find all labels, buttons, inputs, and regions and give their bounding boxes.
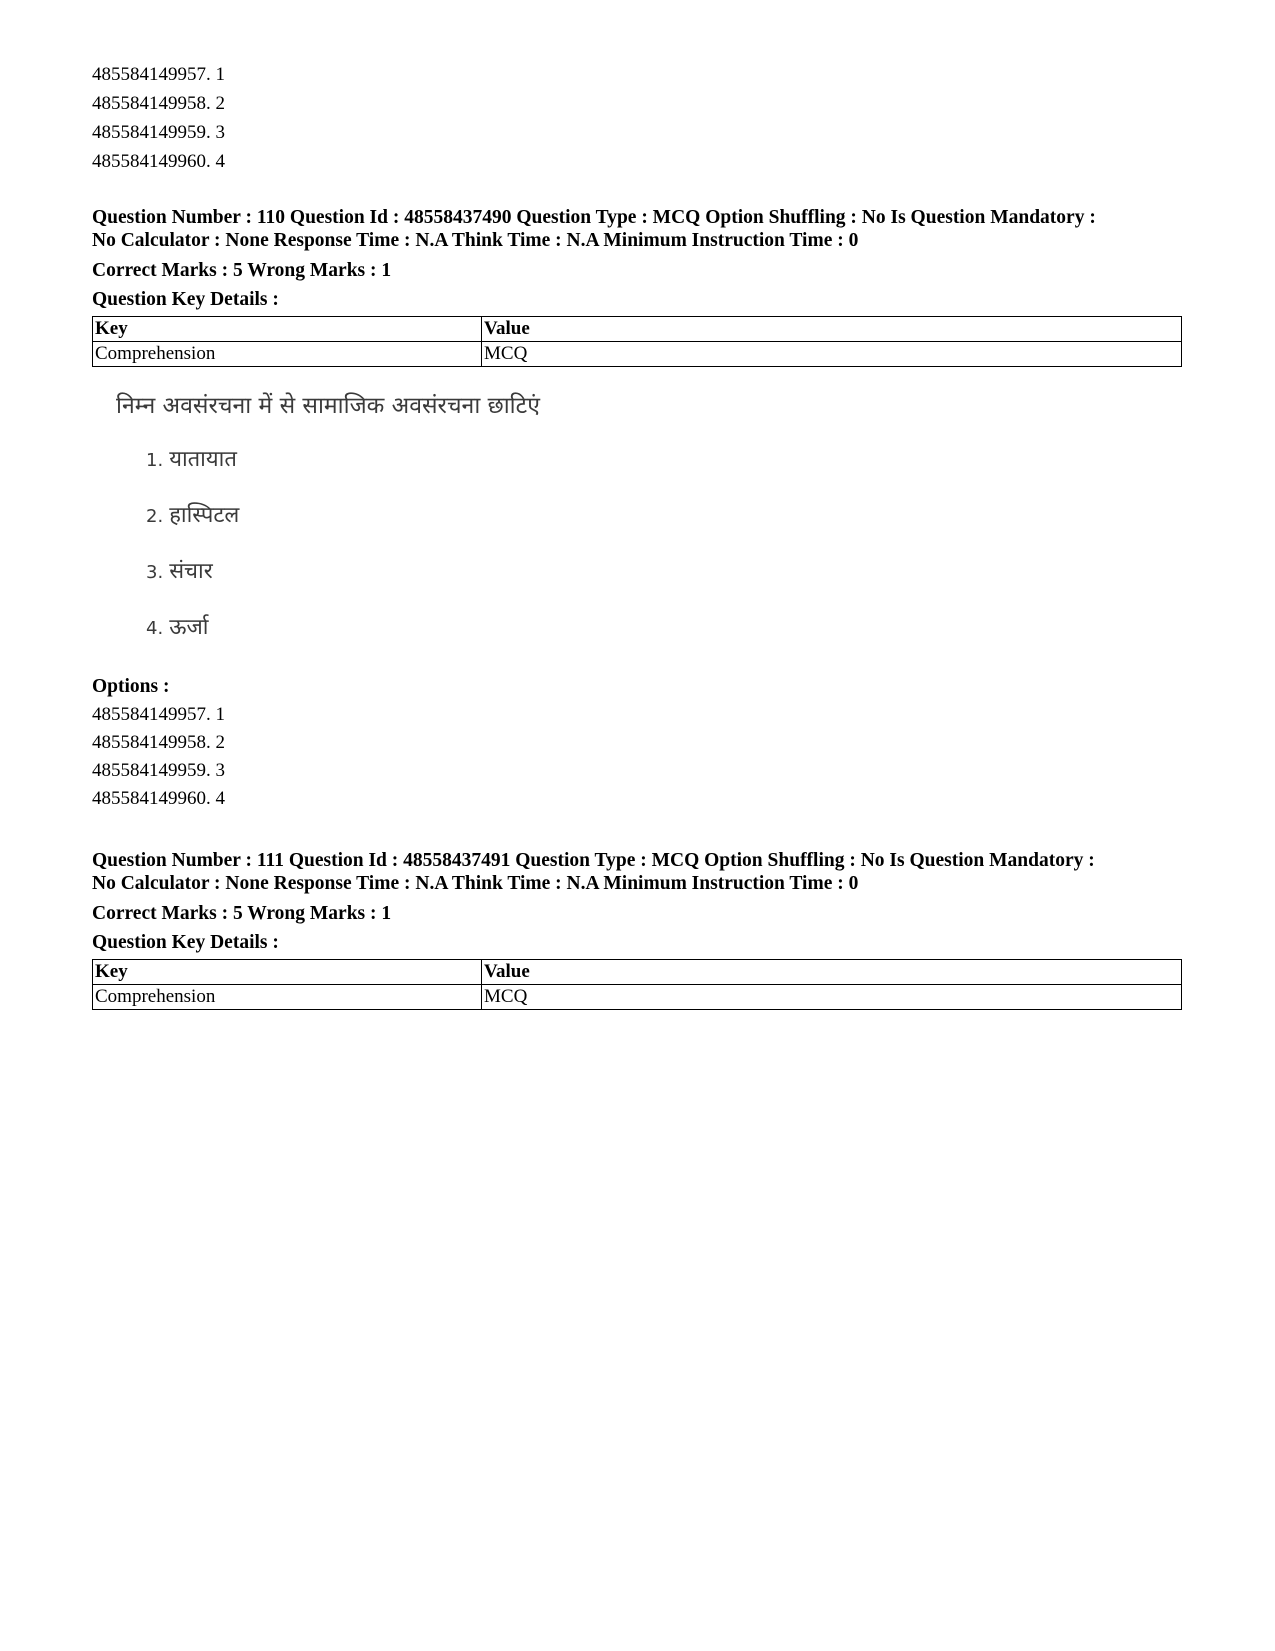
question-block-111 [92,849,1182,1010]
option-line: 485584149957. 1 [92,64,225,85]
table-header-value: Value [482,317,1182,342]
key-details-label: Question Key Details : [92,289,279,310]
marks-line: Correct Marks : 5 Wrong Marks : 1 [92,903,392,924]
table-cell-value: MCQ [482,342,1182,367]
question-image-option: 3. संचार [146,559,213,584]
question-image [116,389,596,659]
table-header-value: Value [482,960,1182,985]
option-line: 485584149957. 1 [92,704,225,725]
key-details-table [92,316,1182,367]
table-header-row [93,960,1182,985]
question-header-line1: Question Number : 111 Question Id : 48558437491 Question Type : MCQ Option Shuffling : No Is Question Mandatory : [92,850,1095,871]
option-line: 485584149958. 2 [92,93,225,114]
option-line: 485584149959. 3 [92,122,225,143]
question-header-line1: Question Number : 110 Question Id : 48558437490 Question Type : MCQ Option Shuffling : No Is Question Mandatory : [92,207,1096,228]
question-image-option: 4. ऊर्जा [146,615,209,640]
options-list [92,701,1182,813]
question-header-line2: No Calculator : None Response Time : N.A Think Time : N.A Minimum Instruction Time : 0 [92,873,859,894]
question-block-110 [92,206,1182,813]
question-header [92,206,1182,252]
option-line: 485584149960. 4 [92,151,225,172]
key-details-label: Question Key Details : [92,932,279,953]
table-cell-key: Comprehension [93,342,482,367]
question-image-option: 1. यातायात [146,447,237,472]
table-row [93,985,1182,1010]
previous-question-options [92,60,1182,176]
key-details-table [92,959,1182,1010]
table-row [93,342,1182,367]
document-page [92,60,1182,1010]
option-line: 485584149958. 2 [92,732,225,753]
option-line: 485584149960. 4 [92,788,225,809]
table-header-key: Key [93,317,482,342]
table-cell-key: Comprehension [93,985,482,1010]
question-text: निम्न अवसंरचना में से सामाजिक अवसंरचना छाटिएं [116,393,540,419]
table-cell-value: MCQ [482,985,1182,1010]
table-header-key: Key [93,960,482,985]
question-header [92,849,1182,895]
options-label: Options : [92,676,170,697]
question-image-option: 2. हास्पिटल [146,503,240,528]
option-line: 485584149959. 3 [92,760,225,781]
spacer [92,813,1182,845]
table-header-row [93,317,1182,342]
question-header-line2: No Calculator : None Response Time : N.A Think Time : N.A Minimum Instruction Time : 0 [92,230,859,251]
marks-line: Correct Marks : 5 Wrong Marks : 1 [92,260,392,281]
